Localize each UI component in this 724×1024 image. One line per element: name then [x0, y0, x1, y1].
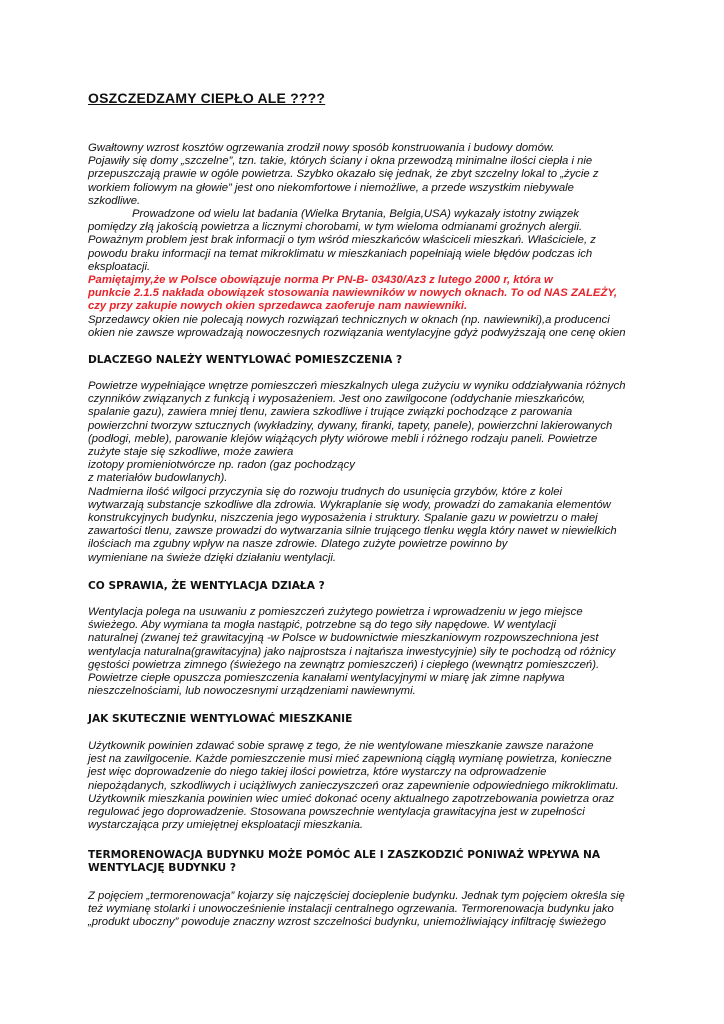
text-line: Użytkownik powinien zdawać sobie sprawę z tego, że nie wentylowane mieszkanie zawsze narażone — [88, 740, 594, 752]
intro-paragraph-3 — [88, 314, 648, 340]
text-line: czy przy zakupie nowych okien sprzedawca zaoferuje nam nawiewniki. — [88, 300, 468, 313]
section-body — [88, 380, 648, 565]
text-line: jest więc doprowadzenie do niego takiej ilości powietrza, które wystarczy na odprowadzenie — [88, 766, 547, 779]
text-line: spalanie gazu), zawiera mniej tlenu, zawiera szkodliwe i trujące związki pochodzące z parowania — [88, 406, 573, 419]
text-line: szkodliwe. — [88, 194, 141, 207]
text-line: Nadmierna ilość wilgoci przyczynia się do rozwoju trudnych do usunięcia grzybów, które z kolei — [88, 485, 563, 498]
text-line: świeżego. Aby wymiana ta mogła nastąpić, potrzebne są do tego siły napędowe. W wentylacji — [88, 619, 557, 632]
text-line: workiem foliowym na głowie” jest ono niekomfortowe i niemożliwe, a przede wszystkim niebywale — [88, 181, 574, 194]
text-line: (podłogi, meble), parowanie klejów wiążących płyty wiórowe mebli i różnego rodzaju paneli. Powietrze — [88, 432, 598, 445]
section-body — [88, 890, 648, 930]
text-line: nieszczelnościami, lub nowoczesnymi urządzeniami nawiewnymi. — [88, 685, 416, 698]
text-line: czynników związanych z funkcją i wyposażeniem. Jest ono zawilgocone (oddychanie mieszkańców, — [88, 393, 586, 406]
text-line: Wentylacja polega na usuwaniu z pomieszczeń zużytego powietrza i wprowadzeniu w jego miejsce — [88, 606, 583, 618]
intro-paragraph-1 — [88, 142, 648, 208]
text-line: Gwałtowny wzrost kosztów ogrzewania zrodził nowy sposób konstruowania i budowy domów. — [88, 142, 555, 154]
text-line: wymieniane na świeże dzięki działaniu wentylacji. — [88, 551, 337, 564]
text-line: konstrukcyjnych budynku, niszczenia jego wyposażenia i struktury. Spalanie gazu w powietrzu o małej — [88, 512, 598, 525]
text-line: eksploatacji. — [88, 260, 151, 273]
text-line: wystarczająca przy umiejętnej eksploatacji mieszkania. — [88, 819, 364, 832]
text-line: gęstości powietrza zimnego (świeżego na zewnątrz pomieszczeń) i ciepłego (wewnątrz pomieszczeń). — [88, 658, 600, 671]
text-line: Powietrze ciepłe opuszcza pomieszczenia kanałami wentylacyjnymi w miarę jak zimne napływa — [88, 672, 565, 685]
text-line: zawartości tlenu, zawsze prowadzi do wytwarzania silnie trującego tlenku węgla który nawet w niewielkich — [88, 525, 617, 538]
text-line: ilościach ma zgubny wpływ na nasze zdrowie. Dlatego zużyte powietrze powinno by — [88, 538, 508, 551]
text-line: regulować jego doprowadzenie. Stosowana powszechnie wentylacja grawitacyjna jest w zupełności — [88, 806, 585, 819]
heading-line: WENTYLACJĘ BUDYNKU ? — [88, 862, 236, 875]
text-line: okien nie zawsze wprowadzają nowoczesnych rozwiązania wentylacyjne gdyż podwyższają one cenę okien — [88, 327, 626, 340]
intro-paragraph-2 — [88, 208, 648, 274]
section-body — [88, 606, 648, 698]
text-line: Powietrze wypełniające wnętrze pomieszczeń mieszkalnych ulega zużyciu w wyniku oddziaływania różnych — [88, 380, 626, 392]
heading-line: DLACZEGO NALEŻY WENTYLOWAĆ POMIESZCZENIA ? — [88, 354, 403, 366]
heading-line: CO SPRAWIA, ŻE WENTYLACJA DZIAŁA ? — [88, 580, 325, 592]
section-heading — [88, 580, 325, 593]
text-line: zużyte staje się szkodliwe, może zawiera — [88, 446, 294, 459]
text-line: wytwarzają substancje szkodliwe dla zdrowia. Wykraplanie się wody, prowadzi do zamakania elementów — [88, 498, 611, 511]
text-line: izotopy promieniotwórcze np. radon (gaz pochodzący — [88, 459, 355, 472]
norm-notice — [88, 274, 648, 314]
text-line: „produkt uboczny” powoduje znaczny wzrost szczelności budynku, uniemożliwiający infiltrację świeżego — [88, 916, 607, 929]
heading-line: TERMORENOWACJA BUDYNKU MOŻE POMÓC ALE I ZASZKODZIĆ PONIWAŻ WPŁYWA NA — [88, 849, 601, 861]
heading-line: JAK SKUTECZNIE WENTYLOWAĆ MIESZKANIE — [88, 713, 353, 725]
text-line: naturalnej (zwanej też grawitacyjną -w Polsce w budownictwie mieszkaniowym rozpowszechniona jest — [88, 632, 599, 645]
text-line: Użytkownik mieszkania powinien wiec umieć dokonać oceny aktualnego zapotrzebowania powietrza oraz — [88, 792, 615, 805]
page-title: OSZCZEDZAMY CIEPŁO ALE ???? — [88, 90, 326, 106]
section-heading — [88, 354, 402, 367]
text-line: wentylacja naturalna(grawitacyjna) jako najprostsza i najtańsza inwestycyjnie) siły te pochodzą od różnicy — [88, 645, 616, 658]
section-heading — [88, 713, 352, 726]
section-body — [88, 740, 648, 832]
text-line: Z pojęciem „termorenowacja” kojarzy się najczęściej docieplenie budynku. Jednak tym pojęciem określa się — [88, 890, 625, 902]
text-line: Poważnym problem jest brak informacji o tym wśród mieszkańców właściceli mieszkań. Właściciele, z — [88, 234, 596, 247]
text-line: powodu braku informacji na temat mikroklimatu w mieszkaniach popełniają wiele błędów podczas ich — [88, 247, 593, 260]
text-line: punkcie 2.1.5 nakłada obowiązek stosowania nawiewników w nowych oknach. To od NAS ZALEŻY, — [88, 287, 617, 300]
text-line: Prowadzone od wielu lat badania (Wielka Brytania, Belgia,USA) wykazały istotny związek — [132, 208, 579, 220]
text-line: Sprzedawcy okien nie polecają nowych rozwiązań technicznych w oknach (np. nawiewniki),a producenci — [88, 314, 610, 326]
text-line: powierzchni tworzyw sztucznych (wykładziny, dywany, firanki, tapety, panele), powierzchni lakierowanych — [88, 419, 613, 432]
text-line: Pamiętajmy,że w Polsce obowiązuje norma Pr PN-B- 03430/Az3 z lutego 2000 r, która w — [88, 274, 553, 286]
text-line: jest na zawilgocenie. Każde pomieszczenie musi mieć zapewnioną ciągłą wymianę powietrza, konieczne — [88, 753, 612, 766]
text-line: też wymianę stolarki i unowocześnienie instalacji centralnego ogrzewania. Termorenowacja budynku jako — [88, 903, 614, 916]
text-line: pomiędzy złą jakością powietrza a licznymi chorobami, w tym wieloma odmianami groźnych alergii. — [88, 221, 583, 234]
section-heading — [88, 849, 600, 875]
text-line: niepożądanych, szkodliwych i uciążliwych zanieczyszczeń oraz zapewnienie odpowiedniego mikroklimatu. — [88, 779, 619, 792]
text-line: z materiałów budowlanych). — [88, 472, 228, 485]
text-line: przepuszczają prawie w ogóle powietrza. Szybko okazało się jednak, że zbyt szczelny lokal to „życie z — [88, 168, 599, 181]
text-line: Pojawiły się domy „szczelne”, tzn. takie, których ściany i okna przewodzą minimalne ilości ciepła i nie — [88, 155, 593, 168]
